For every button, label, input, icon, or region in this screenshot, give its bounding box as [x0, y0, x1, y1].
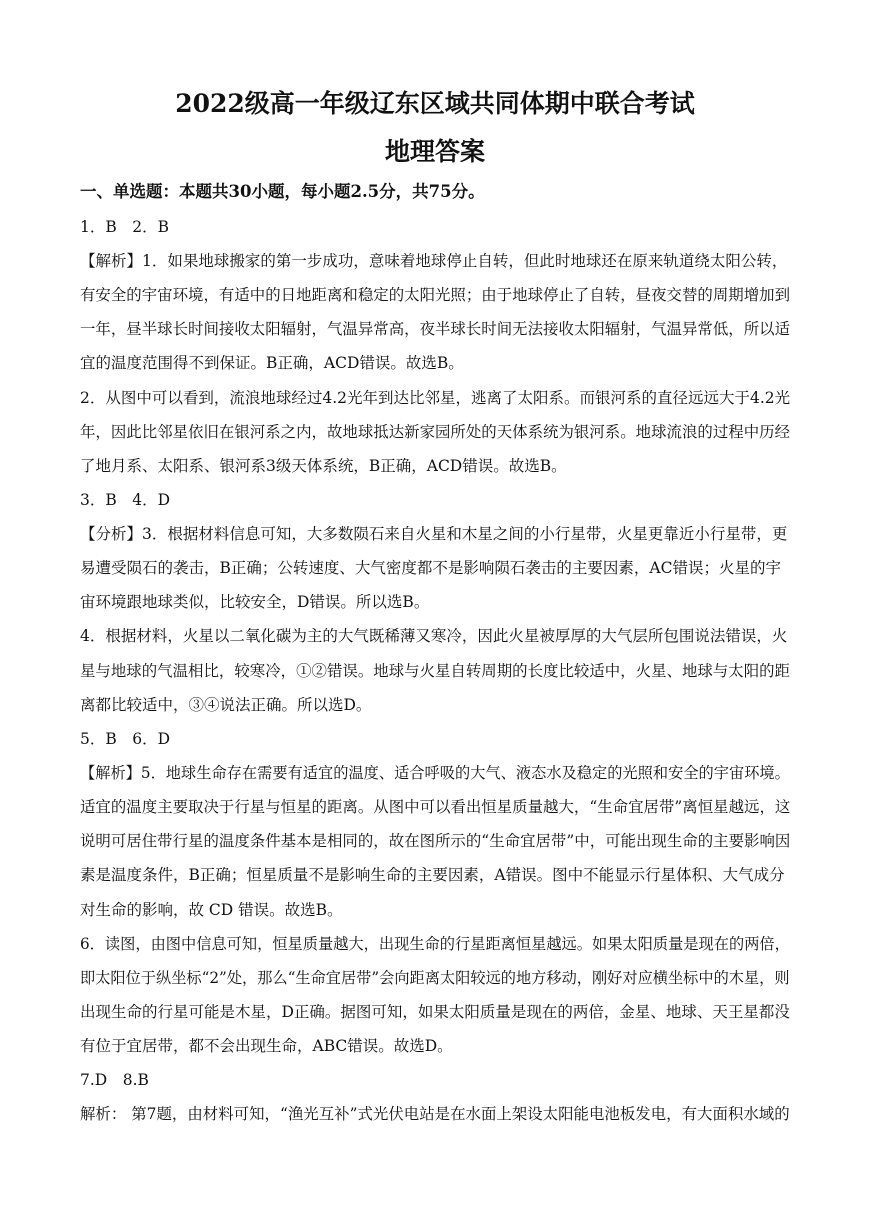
answer-line: 适宜的温度主要取决于行星与恒星的距离。从图中可以看出恒星质量越大，“生命宜居带”离恒星越远，这: [80, 798, 791, 816]
answer-line: 有位于宜居带，都不会出现生命，ABC错误。故选D。: [80, 1037, 453, 1055]
answer-line: 素是温度条件，B正确；恒星质量不是影响生命的主要因素，A错误。图中不能显示行星体积、大气成分: [80, 866, 785, 884]
answer-line: 即太阳位于纵坐标“2”处，那么“生命宜居带”会向距离太阳较远的地方移动，刚好对应横坐标中的木星，则: [80, 969, 790, 987]
answer-line: 【解析】5．地球生命存在需要有适宜的温度、适合呼吸的大气、液态水及稳定的光照和安全的宇宙环境。: [80, 764, 790, 782]
section-heading: 一、单选题：本题共30小题，每小题2.5分，共75分。: [80, 182, 485, 201]
answer-line: 一年，昼半球长时间接收太阳辐射，气温异常高，夜半球长时间无法接收太阳辐射，气温异常低，所以适: [80, 320, 791, 338]
answer-line: 2．从图中可以看到，流浪地球经过4.2光年到达比邻星，逃离了太阳系。而银河系的直径远远大于4.2光: [80, 389, 791, 407]
answer-line: 7.D 8.B: [80, 1071, 149, 1089]
answer-line: 6．读图，由图中信息可知，恒星质量越大，出现生命的行星距离恒星越远。如果太阳质量是现在的两倍，: [80, 935, 790, 953]
page-title: 2022级高一年级辽东区域共同体期中联合考试: [175, 89, 695, 118]
answer-line: 有安全的宇宙环境，有适中的日地距离和稳定的太阳光照；由于地球停止了自转，昼夜交替的周期增加到: [80, 286, 791, 304]
answer-line: 对生命的影响，故 CD 错误。故选B。: [80, 901, 343, 919]
answer-line: 宙环境跟地球类似，比较安全，D错误。所以选B。: [80, 593, 430, 611]
answer-line: 年，因此比邻星依旧在银河系之内，故地球抵达新家园所处的天体系统为银河系。地球流浪的过程中历经: [80, 423, 791, 441]
answer-line: 4．根据材料，火星以二氧化碳为主的大气既稀薄又寒冷，因此火星被厚厚的大气层所包围说法错误，火: [80, 627, 788, 645]
answer-line: 易遭受陨石的袭击，B正确；公转速度、大气密度都不是影响陨石袭击的主要因素，AC错误；火星的宇: [80, 559, 781, 577]
answer-line: 离都比较适中，③④说法正确。所以选D。: [80, 696, 372, 714]
answer-line: 了地月系、太阳系、银河系3级天体系统，B正确，ACD错误。故选B。: [80, 457, 567, 475]
answer-line: 1．B 2．B: [80, 218, 170, 236]
answer-line: 3．B 4．D: [80, 491, 171, 509]
page-subtitle: 地理答案: [384, 137, 485, 166]
answer-line: 宜的温度范围得不到保证。B正确，ACD错误。故选B。: [80, 354, 464, 372]
answer-line: 解析： 第7题，由材料可知，“渔光互补”式光伏电站是在水面上架设太阳能电池板发电，有大面积水域的: [80, 1105, 790, 1123]
answer-line: 星与地球的气温相比，较寒冷，①②错误。地球与火星自转周期的长度比较适中，火星、地球与太阳的距: [80, 662, 791, 680]
answer-line: 【解析】1．如果地球搬家的第一步成功，意味着地球停止自转，但此时地球还在原来轨道绕太阳公转，: [80, 252, 788, 270]
answer-line: 【分析】3．根据材料信息可知，大多数陨石来自火星和木星之间的小行星带，火星更靠近小行星带，更: [80, 525, 788, 543]
answer-line: 5．B 6．D: [80, 730, 171, 748]
answer-line: 说明可居住带行星的温度条件基本是相同的，故在图所示的“生命宜居带”中，可能出现生命的主要影响因: [80, 832, 791, 850]
answer-line: 出现生命的行星可能是木星，D正确。据图可知，如果太阳质量是现在的两倍，金星、地球、天王星都没: [80, 1003, 790, 1021]
